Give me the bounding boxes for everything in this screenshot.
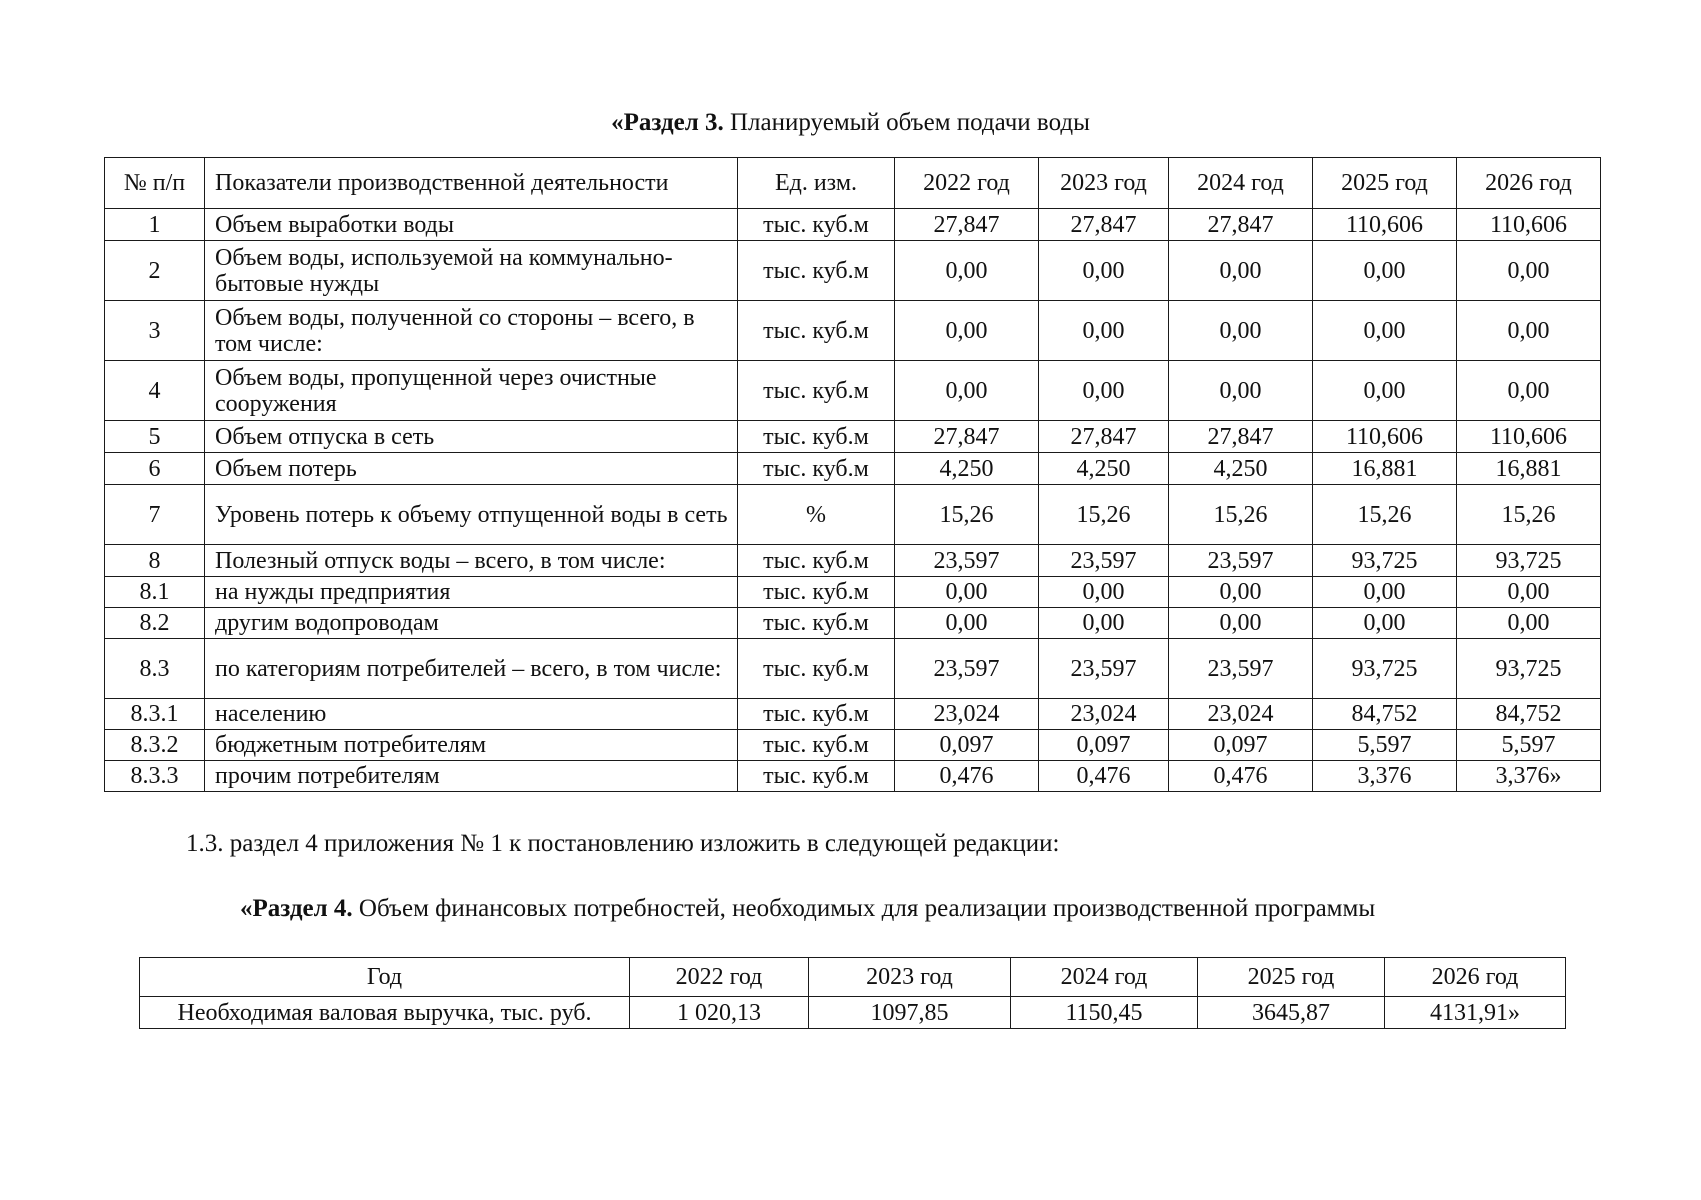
value-2023: 0,00 — [1039, 301, 1169, 361]
value-2026: 0,00 — [1457, 361, 1601, 421]
value-2022: 1 020,13 — [630, 997, 809, 1029]
column-header-2025: 2025 год — [1198, 958, 1385, 997]
row-number: 5 — [105, 421, 205, 453]
table-row — [105, 699, 1601, 730]
value-2026: 0,00 — [1457, 577, 1601, 608]
table-row — [105, 301, 1601, 361]
value-2026: 4131,91» — [1385, 997, 1566, 1029]
value-2024: 0,00 — [1169, 608, 1313, 639]
value-2025: 0,00 — [1313, 301, 1457, 361]
value-2022: 0,097 — [895, 730, 1039, 761]
row-number: 7 — [105, 485, 205, 545]
row-unit: тыс. куб.м — [738, 577, 895, 608]
column-header-unit: Ед. изм. — [738, 158, 895, 209]
row-number: 8.1 — [105, 577, 205, 608]
row-unit: тыс. куб.м — [738, 361, 895, 421]
row-indicator: Объем потерь — [205, 453, 738, 485]
column-header-2023: 2023 год — [809, 958, 1011, 997]
table-row — [105, 421, 1601, 453]
value-2026: 16,881 — [1457, 453, 1601, 485]
value-2026: 84,752 — [1457, 699, 1601, 730]
row-indicator: населению — [205, 699, 738, 730]
row-unit: тыс. куб.м — [738, 241, 895, 301]
row-unit: тыс. куб.м — [738, 761, 895, 792]
value-2023: 27,847 — [1039, 421, 1169, 453]
row-indicator: Объем воды, пропущенной через очистные сооружения — [205, 361, 738, 421]
row-number: 3 — [105, 301, 205, 361]
value-2026: 0,00 — [1457, 608, 1601, 639]
water-supply-table — [104, 157, 1601, 792]
value-2025: 93,725 — [1313, 545, 1457, 577]
value-2025: 84,752 — [1313, 699, 1457, 730]
value-2026: 110,606 — [1457, 209, 1601, 241]
value-2022: 0,476 — [895, 761, 1039, 792]
value-2024: 0,00 — [1169, 361, 1313, 421]
column-header-2026: 2026 год — [1385, 958, 1566, 997]
table-row — [105, 577, 1601, 608]
value-2025: 0,00 — [1313, 608, 1457, 639]
value-2024: 0,00 — [1169, 577, 1313, 608]
financial-needs-table — [139, 957, 1566, 1029]
column-header-2022: 2022 год — [630, 958, 809, 997]
value-2022: 0,00 — [895, 361, 1039, 421]
section-4-title — [240, 894, 1375, 924]
value-2025: 0,00 — [1313, 241, 1457, 301]
table-row — [105, 730, 1601, 761]
row-unit: тыс. куб.м — [738, 209, 895, 241]
value-2025: 16,881 — [1313, 453, 1457, 485]
value-2022: 15,26 — [895, 485, 1039, 545]
column-header-2024: 2024 год — [1011, 958, 1198, 997]
table-header-row — [105, 158, 1601, 209]
value-2023: 27,847 — [1039, 209, 1169, 241]
value-2025: 0,00 — [1313, 361, 1457, 421]
table-row — [105, 761, 1601, 792]
value-2024: 1150,45 — [1011, 997, 1198, 1029]
value-2026: 93,725 — [1457, 639, 1601, 699]
value-2025: 110,606 — [1313, 421, 1457, 453]
value-2024: 27,847 — [1169, 209, 1313, 241]
value-2022: 27,847 — [895, 209, 1039, 241]
section-4-title-rest: Объем финансовых потребностей, необходимых для реализации производственной программы — [352, 895, 1376, 922]
row-indicator: бюджетным потребителям — [205, 730, 738, 761]
row-unit: тыс. куб.м — [738, 545, 895, 577]
value-2022: 27,847 — [895, 421, 1039, 453]
value-2022: 0,00 — [895, 241, 1039, 301]
column-header-2024: 2024 год — [1169, 158, 1313, 209]
value-2025: 110,606 — [1313, 209, 1457, 241]
value-2023: 0,00 — [1039, 361, 1169, 421]
value-2024: 0,00 — [1169, 241, 1313, 301]
row-indicator: Объем воды, полученной со стороны – всего, в том числе: — [205, 301, 738, 361]
table-row — [105, 639, 1601, 699]
row-indicator: на нужды предприятия — [205, 577, 738, 608]
value-2023: 0,097 — [1039, 730, 1169, 761]
value-2024: 23,597 — [1169, 639, 1313, 699]
value-2023: 23,024 — [1039, 699, 1169, 730]
amendment-paragraph: 1.3. раздел 4 приложения № 1 к постановлению изложить в следующей редакции: — [186, 830, 1060, 857]
value-2022: 0,00 — [895, 301, 1039, 361]
row-number: 1 — [105, 209, 205, 241]
row-number: 4 — [105, 361, 205, 421]
column-header-indicator: Показатели производственной деятельности — [205, 158, 738, 209]
row-unit: тыс. куб.м — [738, 608, 895, 639]
value-2025: 93,725 — [1313, 639, 1457, 699]
row-number: 8.3.1 — [105, 699, 205, 730]
value-2024: 4,250 — [1169, 453, 1313, 485]
row-unit: тыс. куб.м — [738, 730, 895, 761]
value-2024: 0,476 — [1169, 761, 1313, 792]
row-unit: тыс. куб.м — [738, 453, 895, 485]
value-2026: 110,606 — [1457, 421, 1601, 453]
value-2023: 4,250 — [1039, 453, 1169, 485]
row-indicator: Объем отпуска в сеть — [205, 421, 738, 453]
value-2025: 3,376 — [1313, 761, 1457, 792]
value-2026: 3,376» — [1457, 761, 1601, 792]
value-2022: 23,597 — [895, 545, 1039, 577]
column-header-2023: 2023 год — [1039, 158, 1169, 209]
value-2023: 23,597 — [1039, 639, 1169, 699]
row-number: 8 — [105, 545, 205, 577]
row-indicator: другим водопроводам — [205, 608, 738, 639]
row-indicator: Уровень потерь к объему отпущенной воды в сеть — [205, 485, 738, 545]
row-label: Необходимая валовая выручка, тыс. руб. — [140, 997, 630, 1029]
row-indicator: Объем воды, используемой на коммунально-бытовые нужды — [205, 241, 738, 301]
value-2023: 0,00 — [1039, 241, 1169, 301]
value-2024: 0,097 — [1169, 730, 1313, 761]
value-2026: 0,00 — [1457, 301, 1601, 361]
column-header-2026: 2026 год — [1457, 158, 1601, 209]
row-unit: тыс. куб.м — [738, 301, 895, 361]
value-2023: 0,00 — [1039, 577, 1169, 608]
value-2023: 1097,85 — [809, 997, 1011, 1029]
row-unit: тыс. куб.м — [738, 421, 895, 453]
value-2026: 0,00 — [1457, 241, 1601, 301]
row-number: 2 — [105, 241, 205, 301]
column-header-2022: 2022 год — [895, 158, 1039, 209]
value-2023: 0,00 — [1039, 608, 1169, 639]
table-row — [105, 209, 1601, 241]
section-4-title-bold: «Раздел 4. — [240, 895, 353, 922]
column-header-2025: 2025 год — [1313, 158, 1457, 209]
row-number: 8.2 — [105, 608, 205, 639]
value-2026: 93,725 — [1457, 545, 1601, 577]
value-2023: 15,26 — [1039, 485, 1169, 545]
value-2024: 23,024 — [1169, 699, 1313, 730]
table-row — [105, 241, 1601, 301]
section-3-title-rest: Планируемый объем подачи воды — [723, 109, 1090, 136]
row-indicator: Объем выработки воды — [205, 209, 738, 241]
value-2025: 0,00 — [1313, 577, 1457, 608]
row-indicator: прочим потребителям — [205, 761, 738, 792]
table-row — [105, 361, 1601, 421]
value-2024: 27,847 — [1169, 421, 1313, 453]
value-2025: 3645,87 — [1198, 997, 1385, 1029]
row-unit: тыс. куб.м — [738, 699, 895, 730]
value-2022: 23,597 — [895, 639, 1039, 699]
section-3-title — [0, 108, 1701, 138]
value-2022: 4,250 — [895, 453, 1039, 485]
value-2022: 0,00 — [895, 577, 1039, 608]
value-2023: 23,597 — [1039, 545, 1169, 577]
value-2024: 23,597 — [1169, 545, 1313, 577]
row-indicator: по категориям потребителей – всего, в том числе: — [205, 639, 738, 699]
value-2022: 0,00 — [895, 608, 1039, 639]
row-indicator: Полезный отпуск воды – всего, в том числе: — [205, 545, 738, 577]
value-2026: 15,26 — [1457, 485, 1601, 545]
section-3-title-bold: «Раздел 3. — [611, 109, 724, 136]
row-unit: % — [738, 485, 895, 545]
table-row — [105, 485, 1601, 545]
value-2024: 15,26 — [1169, 485, 1313, 545]
table-row — [105, 608, 1601, 639]
value-2025: 15,26 — [1313, 485, 1457, 545]
column-header-year: Год — [140, 958, 630, 997]
row-number: 8.3.2 — [105, 730, 205, 761]
table-row — [140, 997, 1566, 1029]
row-unit: тыс. куб.м — [738, 639, 895, 699]
value-2023: 0,476 — [1039, 761, 1169, 792]
row-number: 8.3.3 — [105, 761, 205, 792]
value-2024: 0,00 — [1169, 301, 1313, 361]
table-row — [105, 545, 1601, 577]
value-2025: 5,597 — [1313, 730, 1457, 761]
value-2022: 23,024 — [895, 699, 1039, 730]
column-header-number: № п/п — [105, 158, 205, 209]
row-number: 6 — [105, 453, 205, 485]
value-2026: 5,597 — [1457, 730, 1601, 761]
table-header-row — [140, 958, 1566, 997]
table-row — [105, 453, 1601, 485]
row-number: 8.3 — [105, 639, 205, 699]
